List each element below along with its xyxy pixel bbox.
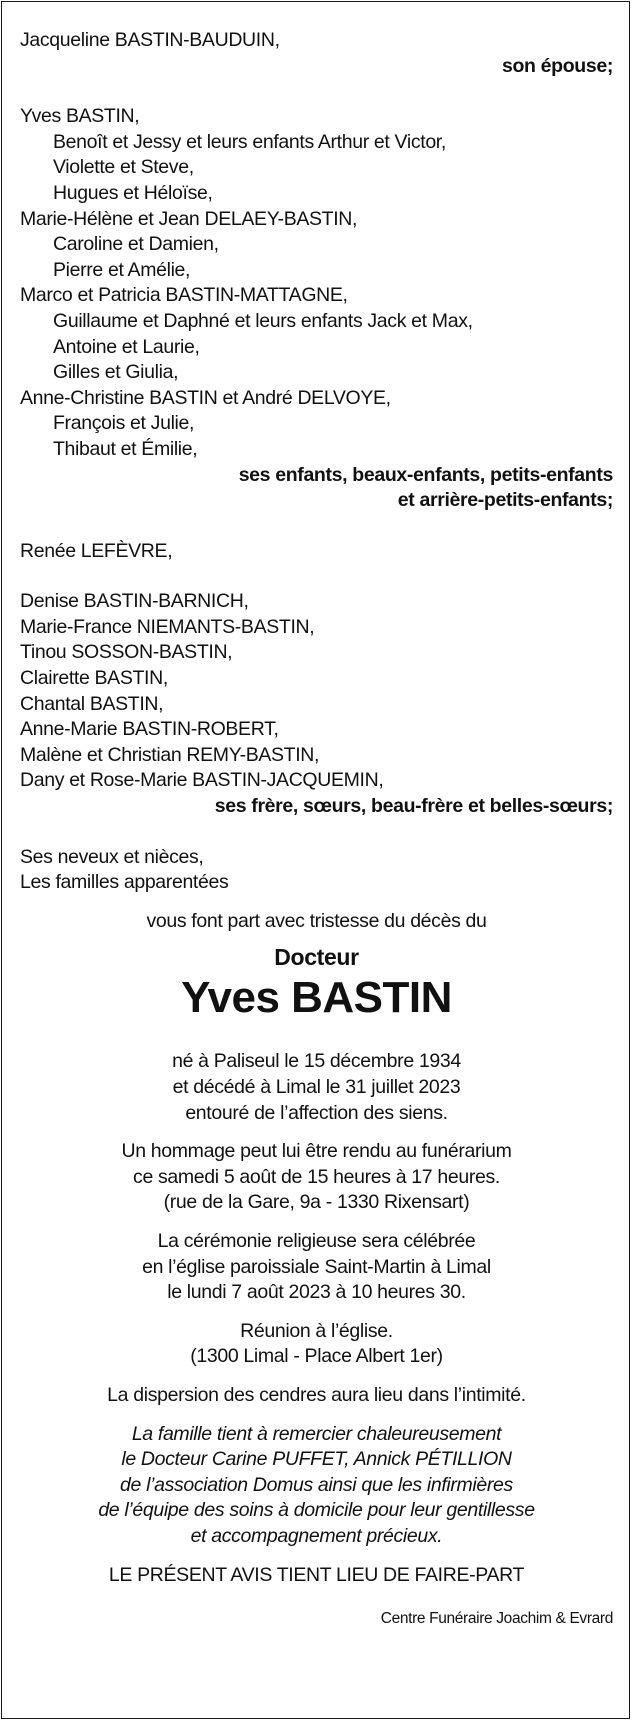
family-line: Guillaume et Daphné et leurs enfants Jack et Max, bbox=[53, 309, 473, 332]
family-line: Hugues et Héloïse, bbox=[53, 181, 213, 204]
notice-statement: LE PRÉSENT AVIS TIENT LIEU DE FAIRE-PART bbox=[108, 1563, 525, 1586]
spouse-relation: son épouse; bbox=[502, 54, 613, 77]
thanks-line: de l’association Domus ainsi que les infirmières bbox=[120, 1473, 513, 1496]
siblings-relation: ses frère, sœurs, beau-frère et belles-sœurs; bbox=[214, 795, 613, 818]
thanks-line: le Docteur Carine PUFFET, Annick PÉTILLION bbox=[121, 1448, 512, 1471]
thanks-block bbox=[20, 1422, 613, 1550]
deceased-title: Docteur bbox=[274, 944, 359, 971]
sibling-line: Clairette BASTIN, bbox=[20, 667, 168, 690]
obituary-notice bbox=[20, 28, 613, 1632]
meeting-info bbox=[20, 1319, 613, 1370]
funeral-home: Centre Funéraire Joachim & Evrard bbox=[380, 1610, 613, 1628]
tribute-info bbox=[20, 1139, 613, 1216]
tribute-address: (rue de la Gare, 9a - 1330 Rixensart) bbox=[163, 1191, 470, 1214]
sibling-line: Anne-Marie BASTIN-ROBERT, bbox=[20, 718, 279, 741]
death-line: et décédé à Limal le 31 juillet 2023 bbox=[172, 1076, 461, 1098]
family-line: Antoine et Laurie, bbox=[53, 335, 200, 358]
thanks-line: de l’équipe des soins à domicile pour leur gentillesse bbox=[98, 1499, 535, 1522]
family-line: Anne-Christine BASTIN et André DELVOYE, bbox=[20, 386, 391, 409]
ceremony-info bbox=[20, 1229, 613, 1306]
tribute-line: Un hommage peut lui être rendu au funérarium bbox=[121, 1140, 512, 1163]
family-line: Marco et Patricia BASTIN-MATTAGNE, bbox=[20, 284, 348, 307]
children-relation-line1: ses enfants, beaux-enfants, petits-enfants bbox=[238, 463, 613, 486]
meeting-address: (1300 Limal - Place Albert 1er) bbox=[190, 1345, 443, 1368]
deceased-name: Yves BASTIN bbox=[181, 973, 452, 1023]
announcement: vous font part avec tristesse du décès du bbox=[146, 909, 487, 932]
related-families-line: Les familles apparentées bbox=[20, 871, 229, 894]
family-line: Gilles et Giulia, bbox=[53, 361, 179, 384]
family-line: Marie-Hélène et Jean DELAEY-BASTIN, bbox=[20, 207, 358, 230]
tribute-line: ce samedi 5 août de 15 heures à 17 heures. bbox=[133, 1165, 500, 1188]
thanks-line: et accompagnement précieux. bbox=[190, 1524, 443, 1547]
ceremony-line: en l’église paroissiale Saint-Martin à Limal bbox=[142, 1255, 491, 1278]
thanks-line: La famille tient à remercier chaleureusement bbox=[131, 1422, 502, 1445]
family-line: Benoît et Jessy et leurs enfants Arthur et Victor, bbox=[53, 130, 446, 153]
children-relation-line2: et arrière-petits-enfants; bbox=[397, 489, 613, 512]
sibling-line: Chantal BASTIN, bbox=[20, 692, 164, 715]
life-details bbox=[20, 1049, 613, 1126]
other-relative: Renée LEFÈVRE, bbox=[20, 539, 173, 562]
family-line: Caroline et Damien, bbox=[53, 233, 219, 256]
sibling-line: Dany et Rose-Marie BASTIN-JACQUEMIN, bbox=[20, 769, 384, 792]
ceremony-line: le lundi 7 août 2023 à 10 heures 30. bbox=[167, 1281, 466, 1304]
siblings-block bbox=[20, 589, 613, 819]
family-line: Thibaut et Émilie, bbox=[53, 437, 198, 460]
ashes-info: La dispersion des cendres aura lieu dans l’intimité. bbox=[107, 1383, 526, 1406]
sibling-line: Malène et Christian REMY-BASTIN, bbox=[20, 743, 320, 766]
family-line: François et Julie, bbox=[53, 412, 195, 435]
family-line: Violette et Steve, bbox=[53, 156, 194, 179]
surrounded-line: entouré de l’affection des siens. bbox=[185, 1101, 448, 1124]
children-block bbox=[20, 104, 613, 514]
meeting-line: Réunion à l’église. bbox=[240, 1319, 393, 1342]
spouse-name: Jacqueline BASTIN-BAUDUIN, bbox=[20, 29, 280, 51]
spouse-block bbox=[20, 28, 613, 79]
sibling-line: Marie-France NIEMANTS-BASTIN, bbox=[20, 615, 315, 638]
nephews-line: Ses neveux et nièces, bbox=[20, 845, 204, 868]
family-line: Yves BASTIN, bbox=[20, 105, 140, 128]
family-line: Pierre et Amélie, bbox=[53, 258, 191, 281]
extended-family bbox=[20, 845, 613, 896]
sibling-line: Denise BASTIN-BARNICH, bbox=[20, 590, 249, 613]
ceremony-line: La cérémonie religieuse sera célébrée bbox=[157, 1229, 476, 1252]
birth-line: né à Paliseul le 15 décembre 1934 bbox=[172, 1050, 461, 1073]
sibling-line: Tinou SOSSON-BASTIN, bbox=[20, 641, 233, 664]
